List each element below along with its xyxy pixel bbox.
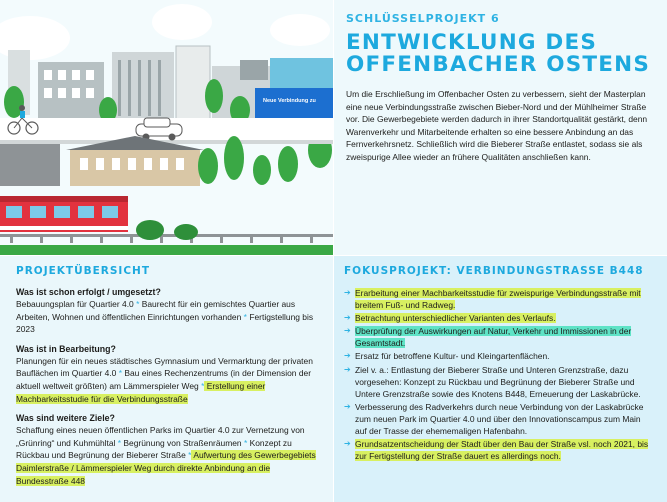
list-item: [344, 438, 654, 462]
answer-done: [16, 298, 322, 336]
star-bullet: *: [136, 299, 140, 309]
arrow-right-icon: ➔: [344, 401, 351, 411]
answer-done-part-1: Bebauungsplan für Quartier 4.0: [16, 299, 137, 309]
kicker: SCHLÜSSELPROJEKT 6: [346, 12, 500, 25]
arrow-right-icon: ➔: [344, 326, 351, 336]
star-bullet: *: [188, 450, 192, 461]
arrow-right-icon: ➔: [344, 313, 351, 323]
road-sign-text: Neue Verbindung zu: [263, 98, 316, 104]
focus-item-text: Betrachtung unterschiedlicher Varianten des Verlaufs.: [355, 313, 556, 324]
answer-goals-part-2: Begrünung von Straßenräumen: [121, 437, 244, 448]
star-bullet: *: [118, 368, 123, 379]
horizontal-divider: [0, 255, 667, 256]
list-item: [344, 364, 654, 400]
answer-done-part-2: Baurecht für ein gemischtes Quartier aus Arbeiten, Wohnen und öffentlichen Einrichtungen vorhanden: [16, 299, 296, 322]
question-in-progress: Was ist in Bearbeitung?: [16, 343, 116, 354]
list-item: [344, 312, 654, 324]
answer-in-progress-highlight: Erstellung einer Machbarkeitsstudie für die Verbindungsstraße: [16, 380, 266, 404]
building-center: [112, 52, 174, 120]
star-bullet: *: [243, 311, 247, 322]
star-bullet: *: [201, 380, 205, 391]
vertical-divider: [333, 0, 334, 502]
focus-item-text: Erarbeitung einer Machbarkeitsstudie für zweispurige Verbindungsstraße mit breitem Fuß- und Radweg.: [355, 288, 641, 311]
overview-title: PROJEKTÜBERSICHT: [16, 265, 150, 277]
question-goals: Was sind weitere Ziele?: [16, 413, 115, 424]
headline: [346, 32, 653, 76]
intro-section: [333, 0, 667, 255]
focus-item-text: Überprüfung der Auswirkungen auf Natur, Verkehr und Immissionen in der Gesamtstadt.: [355, 326, 632, 349]
arrow-right-icon: ➔: [344, 364, 351, 374]
focus-list: [344, 287, 654, 462]
headline-line-1: ENTWICKLUNG DES: [346, 30, 598, 55]
answer-goals-highlight: Aufwertung des Gewerbegebiets Daimlerstraße / Lämmerspieler Weg durch direkte Anbindung an die Bundesstraße 448: [16, 450, 316, 486]
answer-in-progress-part-1: Planungen für ein neues städtisches Gymnasium und Vermarktung der privaten Bauflächen im Quartier 4.0: [16, 355, 313, 379]
list-item: [344, 287, 654, 311]
intro-paragraph: Um die Erschließung im Offenbacher Osten zu verbessern, sieht der Masterplan eine neue Verbindungsstraße zwischen Bieber-Nord und der Mühlheimer Straße vor. Die Gewerbegebiete werden dadurch in ihrer Standortqualität gestärkt, denn Warenverkehr und Mitarbeitende erhalten so eine bessere Anbindung an das Fernverkehrsnetz. Schließlich wird die Bieberer Straße entlastet, sodass sie als zweispurige Allee wieder an frühere Qualitäten anschließen kann.: [346, 89, 648, 162]
list-item: [344, 350, 654, 362]
building-tower: [176, 46, 210, 130]
city-illustration-svg: [0, 0, 333, 255]
focus-item-text: Ziel v. a.: Entlastung der Bieberer Straße und Unteren Grenzstraße, dazu vorgesehen: Konzept zu Rückbau und Begrünung der Bieberer Straße und Untere Grenzstraße sowie des Knotens B448, Erneuerung der Laskabrücke.: [355, 364, 641, 399]
train: [0, 196, 128, 232]
question-done: Was ist schon erfolgt / umgesetzt?: [16, 287, 161, 297]
answer-goals-part-1: Schaffung eines neuen öffentlichen Parks im Quartier 4.0 zur Vernetzung von „Grünring“ und Kuhmühltal: [16, 425, 305, 448]
city-illustration: [0, 0, 333, 255]
focus-item-text: Grundsatzentscheidung der Stadt über den Bau der Straße vsl. noch 2021, bis zur Fertigstellung der Straße dauert es allerdings noch.: [355, 439, 649, 462]
list-item: [344, 401, 654, 437]
focus-item-text: Verbesserung des Radverkehrs durch neue Verbindung von der Laskabrücke zum neuen Park im Quartier 4.0 und über den Innovationscampus zum Main auf der Trasse der ehememaligen Hafenbahn.: [355, 401, 644, 437]
focus-item-text: Ersatz für betroffene Kultur- und Kleingartenflächen.: [355, 351, 550, 362]
star-bullet: *: [117, 437, 122, 448]
star-bullet: *: [243, 437, 248, 448]
arrow-right-icon: ➔: [344, 439, 351, 449]
answer-goals: [16, 424, 322, 487]
answer-in-progress-part-2: Bau eines Rechenzentrums (in der Dimension der aktuell weltweit größten) am Lämmerspieler Weg: [16, 368, 312, 391]
answer-in-progress: [16, 355, 322, 405]
overview-panel: [0, 255, 333, 502]
answer-done-part-3: Fertigstellung bis 2023: [16, 311, 314, 335]
headline-line-2: OFFENBACHER OSTENS: [346, 52, 651, 77]
answer-goals-part-3: Konzept zu Rückbau und Begrünung der Bieberer Straße: [16, 437, 292, 461]
focus-title: FOKUSPROJEKT: VERBINDUNGSTRASSE B448: [344, 265, 644, 277]
focus-panel: [333, 255, 667, 502]
arrow-right-icon: ➔: [344, 288, 351, 297]
arrow-right-icon: ➔: [344, 351, 351, 361]
list-item: [344, 325, 654, 349]
